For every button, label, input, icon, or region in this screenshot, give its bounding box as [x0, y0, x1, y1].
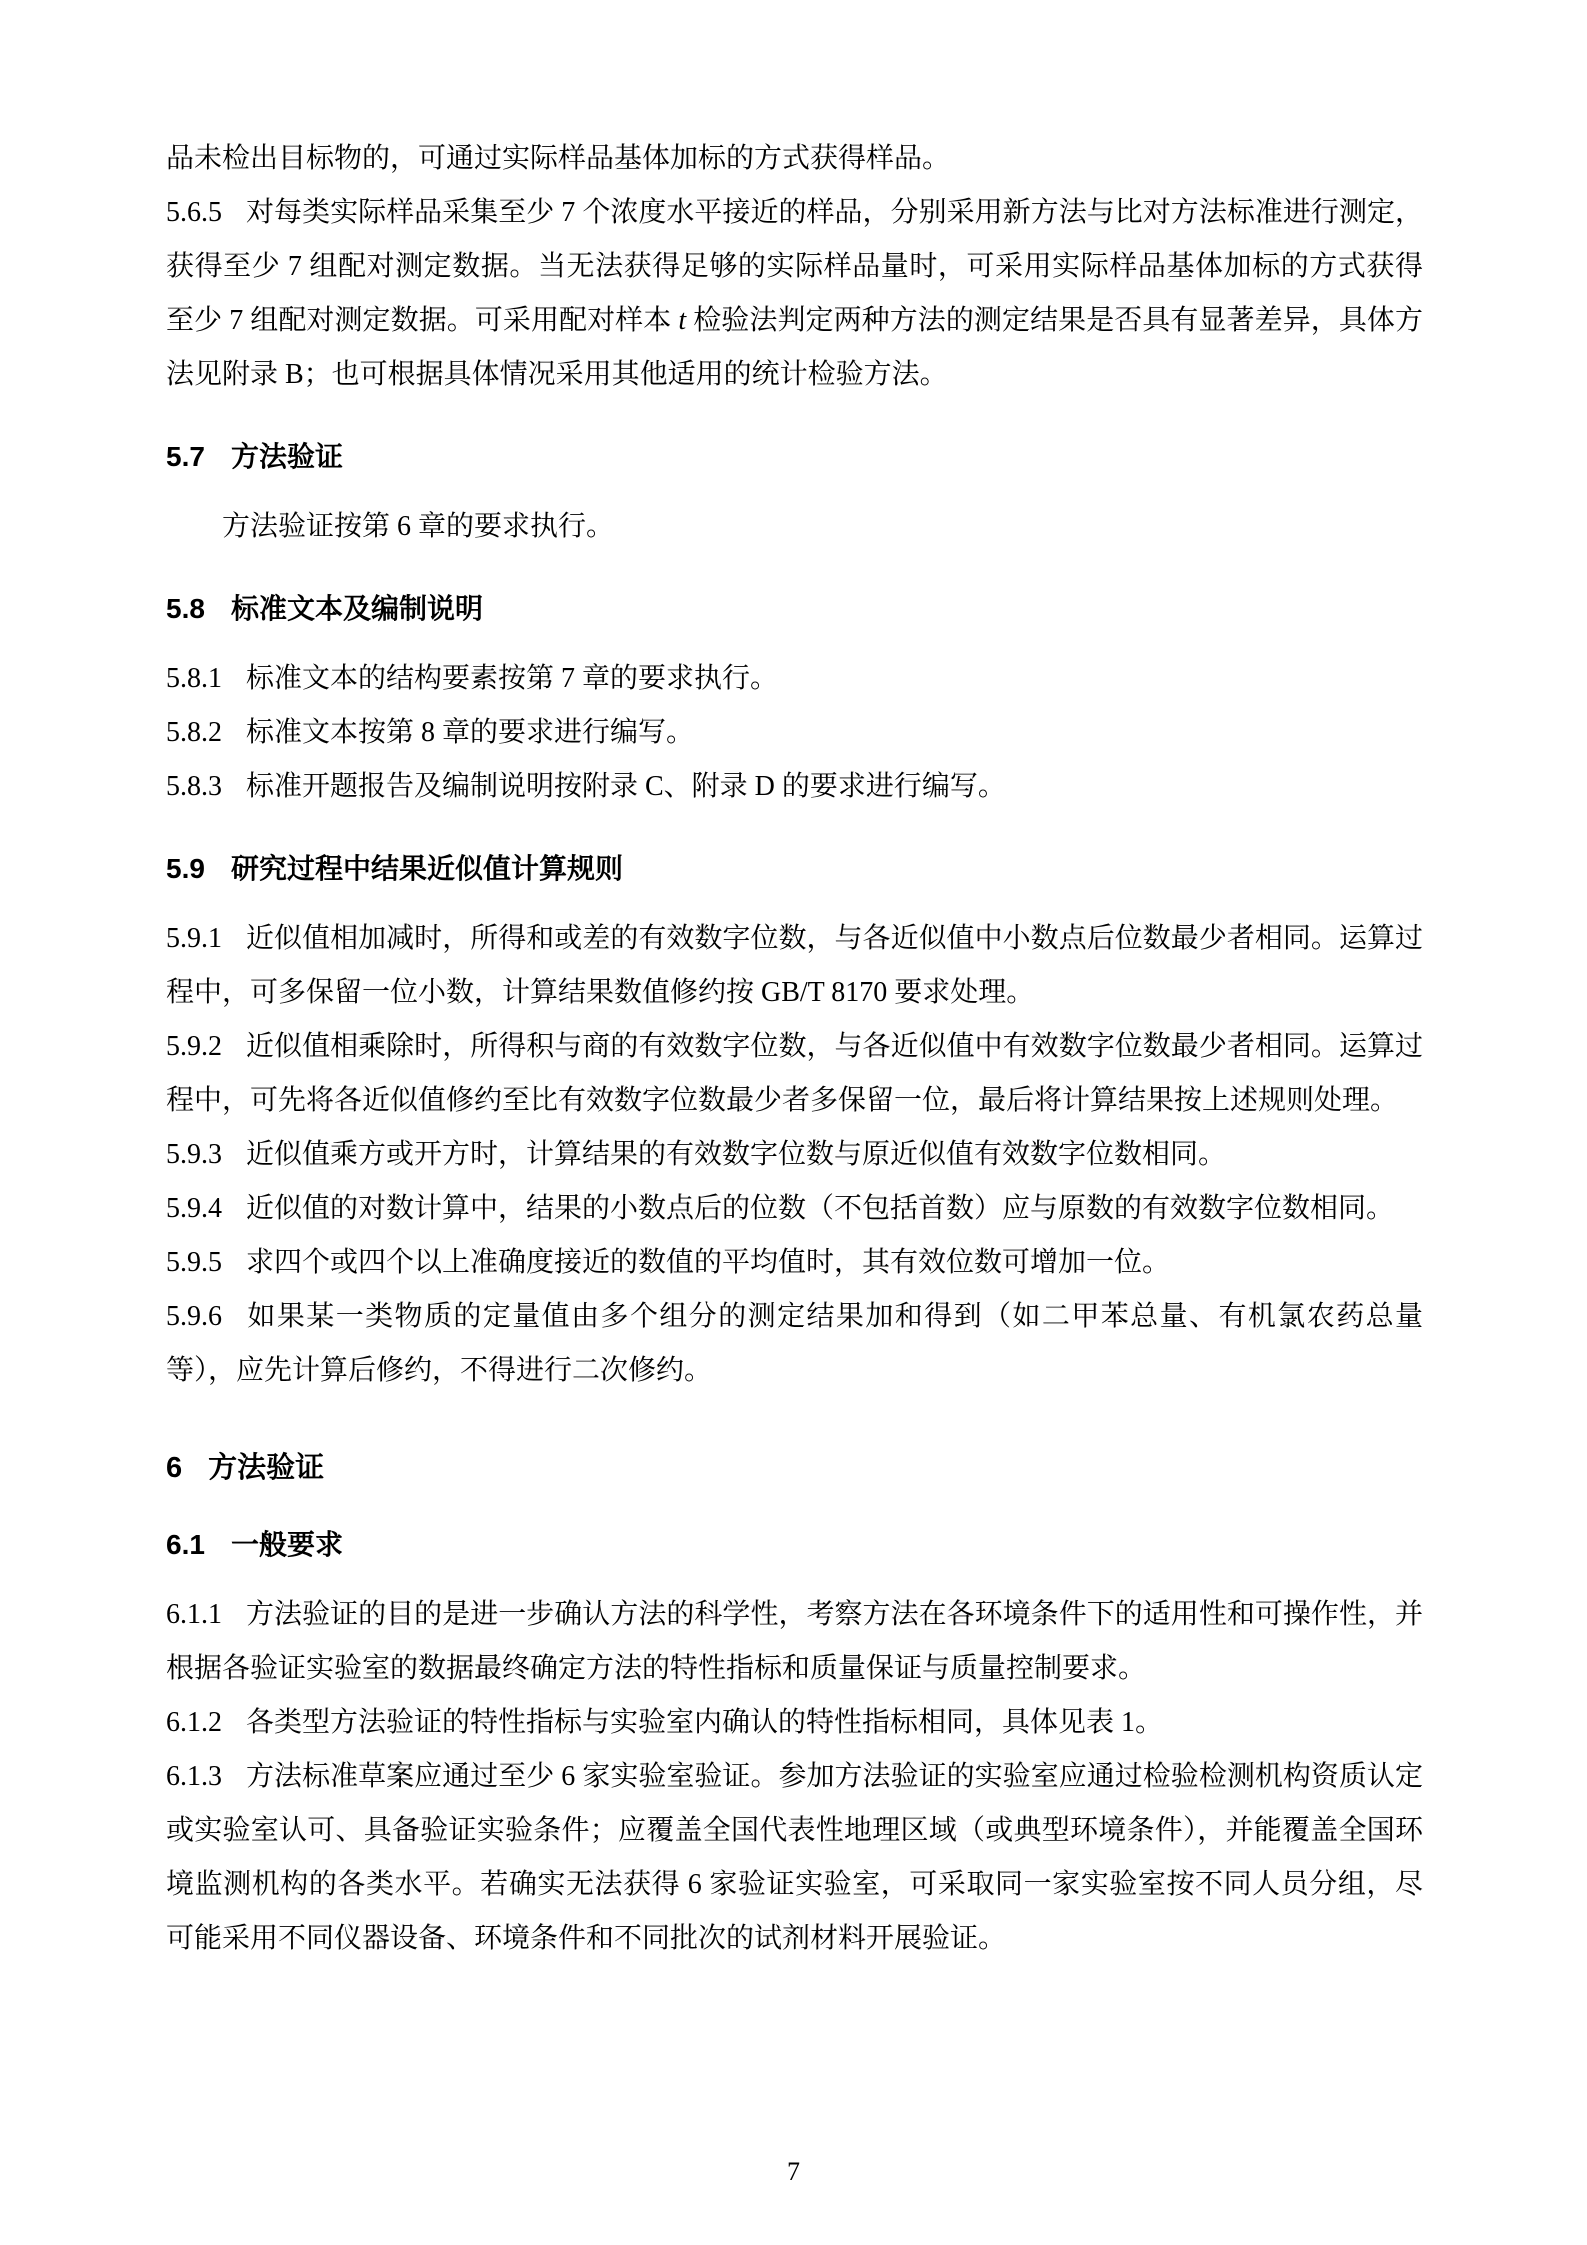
chapter-number: 6 — [166, 1452, 183, 1484]
paragraph-5-9-6 — [166, 1290, 1423, 1398]
clause-number: 5.8.3 — [166, 771, 222, 802]
clause-text: 各类型方法验证的特性指标与实验室内确认的特性指标相同，具体见表 1。 — [246, 1707, 1164, 1738]
paragraph-6-1-2 — [166, 1696, 1423, 1750]
paragraph-5-9-5 — [166, 1236, 1423, 1290]
chapter-title: 方法验证 — [208, 1452, 325, 1484]
section-heading-6-1 — [166, 1528, 1423, 1562]
section-title: 方法验证 — [230, 441, 343, 472]
paragraph-5-9-3 — [166, 1128, 1423, 1182]
section-heading-5-8 — [166, 592, 1423, 626]
clause-text: 方法标准草案应通过至少 6 家实验室验证。参加方法验证的实验室应通过检验检测机构资质认定或实验室认可、具备验证实验条件；应覆盖全国代表性地理区域（或典型环境条件），并能覆盖全国环境监测机构的各类水平。若确实无法获得 6 家验证实验室，可采取同一家实验室按不同人员分组，尽可能采用不同仪器设备、环境条件和不同批次的试剂材料开展验证。 — [166, 1761, 1423, 1954]
clause-text: 求四个或四个以上准确度接近的数值的平均值时，其有效位数可增加一位。 — [246, 1247, 1171, 1278]
clause-number: 5.6.5 — [166, 197, 222, 228]
paragraph-5-8-3 — [166, 760, 1423, 814]
clause-text: 标准开题报告及编制说明按附录 C、附录 D 的要求进行编写。 — [246, 771, 1006, 802]
section-number: 6.1 — [166, 1529, 205, 1560]
paragraph-5-7-body: 方法验证按第 6 章的要求执行。 — [222, 511, 615, 542]
paragraph-6-1-1 — [166, 1588, 1423, 1696]
clause-text: 检验法判定两种方法的测定结果是否具有显著差异，具体方法见附录 B；也可根据具体情况采用其他适用的统计检验方法。 — [166, 305, 1423, 390]
clause-text: 对每类实际样品采集至少 7 个浓度水平接近的样品，分别采用新方法与比对方法标准进行测定，获得至少 7 组配对测定数据。当无法获得足够的实际样品量时，可采用实际样品基体加标的方式获得至少 7 组配对测定数据。可采用配对样本 — [166, 197, 1423, 336]
clause-number: 5.9.3 — [166, 1139, 222, 1170]
clause-text: 近似值乘方或开方时，计算结果的有效数字位数与原近似值有效数字位数相同。 — [246, 1139, 1227, 1170]
clause-number: 6.1.3 — [166, 1761, 222, 1792]
clause-text: 近似值相加减时，所得和或差的有效数字位数，与各近似值中小数点后位数最少者相同。运算过程中，可多保留一位小数，计算结果数值修约按 GB/T 8170 要求处理。 — [166, 923, 1423, 1008]
clause-number: 6.1.1 — [166, 1599, 222, 1630]
section-number: 5.8 — [166, 593, 205, 624]
paragraph-5-8-2 — [166, 706, 1423, 760]
clause-number: 5.9.1 — [166, 923, 222, 954]
section-title: 标准文本及编制说明 — [230, 593, 483, 624]
page-number: 7 — [787, 2157, 800, 2186]
chapter-heading-6 — [166, 1450, 1423, 1486]
clause-number: 5.8.1 — [166, 663, 222, 694]
section-title: 研究过程中结果近似值计算规则 — [230, 853, 623, 884]
clause-text: 标准文本的结构要素按第 7 章的要求执行。 — [246, 663, 779, 694]
paragraph-5-9-2 — [166, 1020, 1423, 1128]
paragraph-5-9-1 — [166, 912, 1423, 1020]
paragraph-5-9-4 — [166, 1182, 1423, 1236]
section-number: 5.7 — [166, 441, 205, 472]
section-title: 一般要求 — [230, 1529, 343, 1560]
clause-text: 近似值相乘除时，所得积与商的有效数字位数，与各近似值中有效数字位数最少者相同。运算过程中，可先将各近似值修约至比有效数字位数最少者多保留一位，最后将计算结果按上述规则处理。 — [166, 1031, 1423, 1116]
paragraph-5-6-5 — [166, 186, 1423, 402]
clause-number: 5.9.2 — [166, 1031, 222, 1062]
section-heading-5-9 — [166, 852, 1423, 886]
clause-text: 标准文本按第 8 章的要求进行编写。 — [246, 717, 695, 748]
clause-number: 5.9.4 — [166, 1193, 222, 1224]
paragraph-continuation: 品未检出目标物的，可通过实际样品基体加标的方式获得样品。 — [166, 143, 951, 174]
clause-text: 方法验证的目的是进一步确认方法的科学性，考察方法在各环境条件下的适用性和可操作性，并根据各验证实验室的数据最终确定方法的特性指标和质量保证与质量控制要求。 — [166, 1599, 1423, 1684]
section-heading-5-7 — [166, 440, 1423, 474]
clause-number: 5.8.2 — [166, 717, 222, 748]
clause-number: 5.9.5 — [166, 1247, 222, 1278]
section-number: 5.9 — [166, 853, 205, 884]
clause-number: 5.9.6 — [166, 1301, 222, 1332]
paragraph-5-8-1 — [166, 652, 1423, 706]
italic-variable-t: t — [678, 305, 687, 336]
clause-number: 6.1.2 — [166, 1707, 222, 1738]
clause-text: 近似值的对数计算中，结果的小数点后的位数（不包括首数）应与原数的有效数字位数相同。 — [246, 1193, 1395, 1224]
clause-text: 如果某一类物质的定量值由多个组分的测定结果加和得到（如二甲苯总量、有机氯农药总量等），应先计算后修约，不得进行二次修约。 — [166, 1301, 1423, 1386]
paragraph-6-1-3 — [166, 1750, 1423, 1966]
